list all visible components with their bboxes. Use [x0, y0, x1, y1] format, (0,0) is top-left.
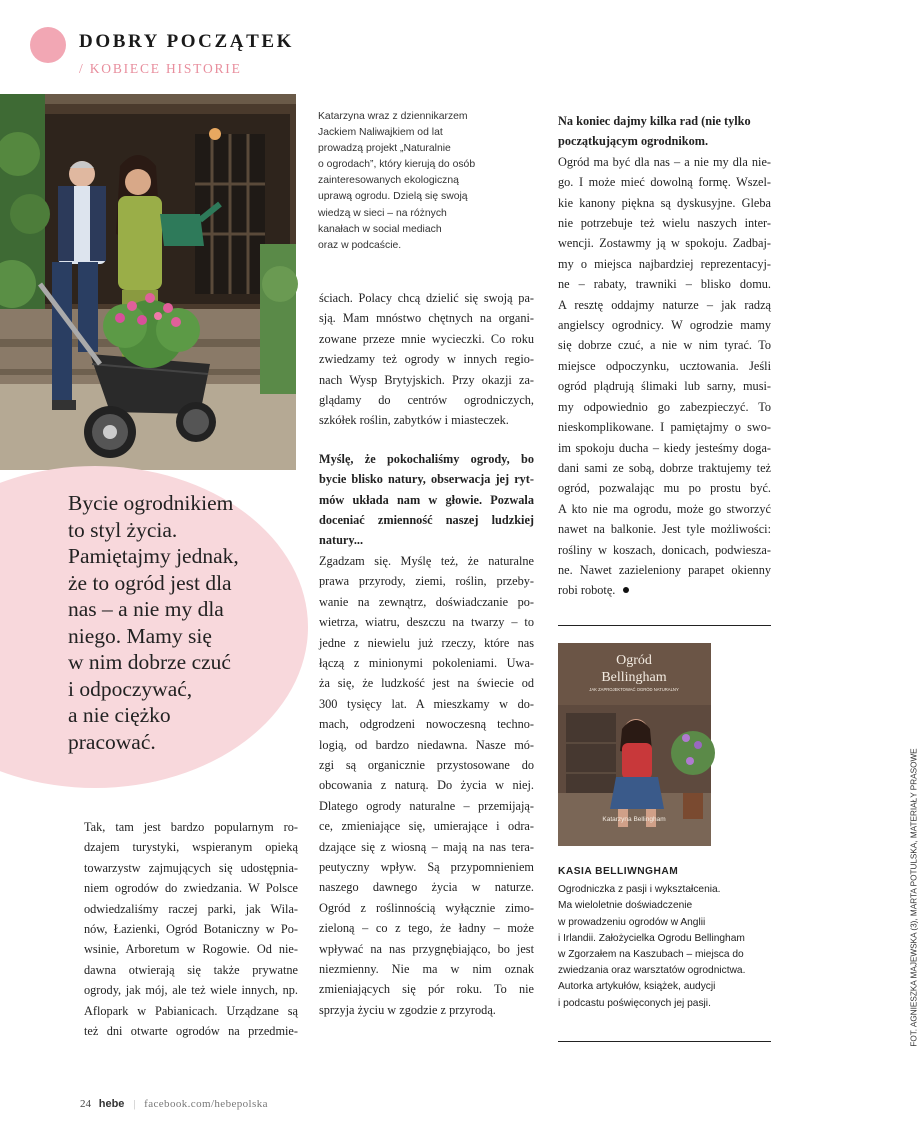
quote-line: Bycie ogrodnikiem	[68, 491, 234, 515]
text-line: sprzyja życiu w zgodzie z przyrodą.	[319, 1002, 496, 1017]
text-line: ogrody, jak mój, ale też wiele innych, np.	[84, 983, 298, 998]
text-line: Ogród z roślinnością wyłącznie zimo-	[319, 900, 534, 915]
text-line	[558, 580, 771, 600]
book-cover	[558, 643, 711, 846]
text-line: wietrza, wiatru, deszczu na twarzy – to	[319, 615, 534, 630]
bio-line: w Zgorzałem na Kaszubach – miejsca do	[558, 949, 744, 961]
text-line: obcowania z naturą. Do życia w niej.	[319, 778, 534, 793]
text-line: dani sami ze sobą, dobrze traktujemy też	[558, 460, 771, 475]
text-line: szkółek roślin, zabytków i miasteczek.	[319, 413, 509, 428]
column-heading: Na koniec dajmy kilka rad (nie tylko	[558, 114, 751, 128]
text-line: też dni otwarte ogrodów na przedmie-	[84, 1024, 298, 1039]
caption-line: prowadzą projekt „Naturalnie	[318, 143, 451, 155]
text-line: logią, od bardzo niedawna. Nasze mó-	[319, 737, 534, 752]
page-footer	[80, 1098, 268, 1110]
text-line: zieloną – co z tego, że ładny – może	[319, 921, 534, 936]
text-line: jedne z niewielu już rzeczy, które nas	[319, 635, 534, 650]
end-mark-icon	[623, 587, 629, 593]
book-author: Katarzyna Bellingham	[602, 816, 666, 823]
interview-question: mów układa nam w głowie. Pozwala	[319, 492, 534, 507]
text-line: nie potrzebuje też wielu naszych inter-	[558, 216, 771, 231]
text-line: kie kanony piękna są dyskusyjne. Gleba	[558, 195, 771, 210]
text-line: niezmienny. Nie ma w nim oznak	[319, 962, 534, 976]
caption-line: wiedzą w sieci – na różnych	[318, 207, 447, 219]
bio-line: Ma wieloletnie doświadczenie	[558, 900, 693, 912]
text-line: rośliny w koszach, donicach, podwiesza-	[558, 542, 771, 557]
text-line: niem ogrodów do zwiedzania. W Polsce	[84, 881, 298, 896]
quote-line: a nie ciężko	[68, 703, 171, 727]
quote-line: w nim dobrze czuć	[68, 650, 231, 674]
divider-top	[558, 625, 771, 626]
caption-line: Katarzyna wraz z dziennikarzem	[318, 111, 468, 122]
caption-line: o ogrodach”, który kierują do osób	[318, 159, 476, 171]
text-line: ściach. Polacy chcą dzielić się swoją pa-	[319, 291, 534, 305]
quote-line: niego. Mamy się	[68, 623, 212, 648]
text-line: Aflopark w Pabianicach. Urządzane są	[84, 1003, 298, 1018]
text-line: ce, zmieniające się, umierające i odra-	[319, 819, 534, 834]
bio-line: w prowadzeniu ogrodów w Anglii	[558, 916, 706, 928]
caption-line: zainteresowanych ekologiczną	[318, 175, 459, 187]
footer-url: facebook.com/hebepolska	[144, 1098, 268, 1110]
text-line: naszego dawnego życia w naturze.	[319, 880, 534, 895]
text-line: ne. Nawet zazieleniony parapet okienny	[558, 562, 771, 577]
article-column-1	[84, 817, 298, 1041]
text-line: zowane przeze mnie wycieczki. Co roku	[319, 331, 534, 346]
article-column-3	[558, 111, 771, 601]
quote-line: Pamiętajmy jednak,	[68, 544, 239, 568]
divider-bottom	[558, 1041, 771, 1042]
footer-separator: |	[133, 1098, 136, 1110]
section-dot	[30, 27, 66, 63]
caption-line: kanałach w social mediach	[318, 223, 442, 235]
text-line: nieskomplikowane. I pamiętajmy o swo-	[558, 420, 771, 435]
quote-line: nas – a nie my dla	[68, 597, 224, 621]
text-line: wencji. Zostawmy ją w spokoju. Zadbaj-	[558, 236, 771, 251]
text-line: ża się, że ludzkość jest na świecie od	[319, 676, 534, 691]
book-subtitle: JAK ZAPROJEKTOWAĆ OGRÓD NATURALNY	[589, 687, 679, 692]
section-title: DOBRY POCZĄTEK	[79, 31, 295, 52]
text-line: Tak, tam jest bardzo popularnym ro-	[84, 820, 298, 834]
author-bio	[558, 864, 778, 1012]
interview-question: natury...	[319, 533, 364, 548]
text-line: my odpowiednio go zabezpieczyć. To	[558, 399, 771, 414]
text-line: miejsce odpoczynku, ucztowania. Jeśli	[558, 358, 771, 373]
section-subtitle: / KOBIECE HISTORIE	[79, 61, 242, 76]
text-line: my o miejsca najbardziej reprezentacyj-	[558, 256, 771, 271]
text-line: im spokoju ducha – kiedy jesteśmy doga-	[558, 440, 771, 455]
text-line: ogród plądrują ślimaki lub sarny, musi-	[558, 379, 771, 394]
article-column-2	[319, 288, 534, 1020]
text-line: ogród, pozwalając mu po prostu być.	[558, 481, 771, 496]
bio-name: KASIA BELLIWNGHAM	[558, 866, 679, 877]
text-line: glądamy do centrów ogrodniczych,	[319, 393, 534, 408]
text-line: wanie na zewnątrz, doświadczanie po-	[319, 594, 534, 609]
text-line: zmieniających się pór roku. To nie	[319, 982, 534, 997]
caption-line: oraz w podcaście.	[318, 239, 402, 251]
text-line: Ogród ma być dla nas – a nie my dla nie-	[558, 154, 771, 169]
bio-line: zwiedzania oraz warsztatów ogrodnictwa.	[558, 965, 746, 977]
book-title-line-2: Bellingham	[601, 670, 667, 685]
text-line: dawna otwierają się także prywatne	[84, 962, 298, 977]
text-line: wsinie, Arboretum w Rogowie. Od nie-	[84, 942, 298, 957]
caption-line: uprawą ogrodu. Dzielą się swoją	[318, 191, 468, 203]
quote-line: to styl życia.	[68, 517, 178, 542]
text-line: odwiedzaliśmy raczej parki, jak Wila-	[84, 901, 298, 916]
quote-line: że to ogród jest dla	[68, 570, 232, 595]
text-line: 300 tysięcy lat. A mieszkamy w do-	[319, 696, 534, 711]
bio-line: i Irlandii. Założycielka Ogrodu Bellingham	[558, 932, 745, 944]
bio-line: Ogrodniczka z pasji i wykształcenia.	[558, 884, 721, 896]
text-line: sją. Mam mnóstwo chętnych na organi-	[319, 311, 534, 326]
photo-credit: FOT. AGNIESZKA MAJEWSKA (3), MARTA POTULSKA, MATERIAŁY PRASOWE	[909, 748, 919, 1047]
text-line: go. I może mieć dowolną formę. Wszel-	[558, 175, 771, 190]
text-line: towarzystw zajmujących się udostępnia-	[84, 860, 298, 875]
text-line: mach, odgrodzeni nowoczesną techno-	[319, 717, 534, 732]
text-line: Zgadzam się. Myślę też, że naturalne	[319, 553, 534, 568]
caption-line: Jackiem Naliwajkiem od lat	[318, 127, 443, 139]
quote-line: i odpoczywać,	[68, 676, 193, 701]
text-line: prawa przyrody, ziemi, roślin, przeby-	[319, 574, 534, 589]
text-line: peutyczny wpływ. Są przypomnieniem	[319, 859, 534, 874]
text-line: zgi są organicznie przystosowane do	[319, 757, 534, 772]
text-line: się dobrze czuć, a nie w nim tyrać. To	[558, 338, 771, 353]
quote-line: pracować.	[68, 729, 156, 754]
garden-photo	[0, 94, 296, 470]
text-line: dzajem turystyki, wspieranym opieką	[84, 840, 298, 855]
text-line: łączą z minionymi pokoleniami. Uwa-	[319, 655, 534, 670]
text-line: ne – rabaty, trawniki – blisko domu.	[558, 277, 771, 292]
bio-line: i podcastu poświęconych jej pasji.	[558, 997, 711, 1009]
interview-question: doceniać zmienność naszej ludzkiej	[319, 513, 534, 528]
column-heading: początkującym ogrodnikom.	[558, 134, 709, 149]
brand-logo: hebe	[98, 1098, 125, 1110]
bio-line: Autorka artykułów, książek, audycji	[558, 981, 716, 993]
text-line: A kto nie ma ogrodu, może go stworzyć	[558, 501, 771, 516]
text-line: dzające się z wiosną – mają na nas tera-	[319, 839, 534, 854]
text-line: wpływać na nas przygnębiająco, bo jest	[319, 941, 534, 956]
text-line: Dlatego ogrody naturalne – przemijają-	[319, 798, 534, 813]
book-title-line-1: Ogród	[616, 653, 652, 668]
photo-caption	[318, 109, 518, 254]
text-line: nów, Łazienki, Ogród Botaniczny w Po-	[84, 922, 298, 937]
text-line: angielscy ogrodnicy. W ogrodzie mamy	[558, 318, 771, 333]
interview-question: bycie blisko natury, obserwacja jej ryt-	[319, 472, 534, 487]
text-line-end: robi robotę.	[558, 583, 616, 598]
text-line: zwiedzamy też ogrody w innych regio-	[319, 352, 534, 367]
pull-quote	[68, 490, 296, 755]
text-line: nach Wysp Brytyjskich. Przy okazji za-	[319, 372, 534, 387]
text-line: A resztę oddajmy naturze – jak radzą	[558, 297, 771, 312]
page-number: 24	[80, 1098, 91, 1110]
text-line: nawet na balkonie. Jest tyle możliwości:	[558, 522, 771, 537]
interview-question: Myślę, że pokochaliśmy ogrody, bo	[319, 451, 534, 466]
